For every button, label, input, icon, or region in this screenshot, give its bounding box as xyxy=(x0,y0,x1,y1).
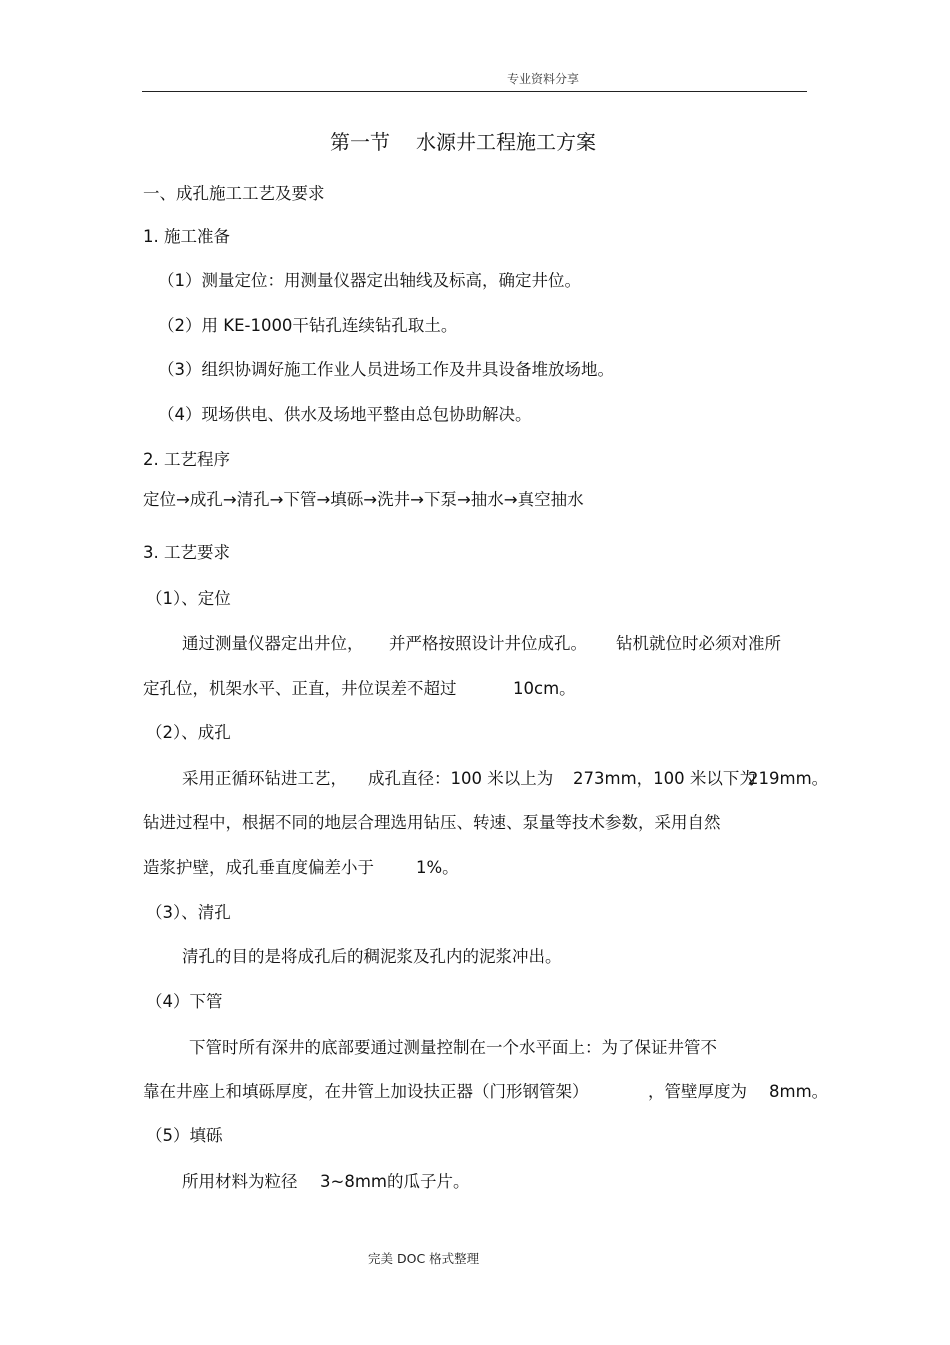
req-drilling-heading: （2）、成孔 xyxy=(146,723,231,742)
req-drilling-text-2: 钻进过程中，根据不同的地层合理选用钻压、转速、泵量等技术参数，采用自然 xyxy=(143,813,721,832)
req-cleaning-heading: （3）、清孔 xyxy=(146,903,231,922)
req-positioning-text-1c: 钻机就位时必须对准所 xyxy=(616,634,781,653)
req-casing-heading: （4）下管 xyxy=(146,992,223,1011)
req-gravel-heading: （5）填砾 xyxy=(146,1126,223,1145)
req-drilling-text-1c: 273mm，100 米以下为 xyxy=(573,769,756,788)
subheading-requirements: 3. 工艺要求 xyxy=(143,543,230,562)
heading-construction-process: 一、成孔施工工艺及要求 xyxy=(143,184,325,203)
prep-item-1: （1）测量定位：用测量仪器定出轴线及标高，确定井位。 xyxy=(158,271,581,290)
req-drilling-text-1a: 采用正循环钻进工艺， xyxy=(182,769,347,788)
page-footer: 完美 DOC 格式整理 xyxy=(368,1251,480,1266)
prep-item-4: （4）现场供电、供水及场地平整由总包协助解决。 xyxy=(158,405,532,424)
req-positioning-text-1b: 并严格按照设计井位成孔。 xyxy=(389,634,587,653)
req-drilling-text-3b: 1%。 xyxy=(416,858,459,877)
req-gravel-text-a: 所用材料为粒径 xyxy=(182,1172,298,1191)
prep-item-3: （3）组织协调好施工作业人员进场工作及井具设备堆放场地。 xyxy=(158,360,614,379)
req-positioning-text-2b: 10cm。 xyxy=(513,679,576,698)
req-casing-text-2b: ，管壁厚度为 xyxy=(648,1082,747,1101)
prep-item-2: （2）用 KE-1000干钻孔连续钻孔取土。 xyxy=(158,316,458,335)
req-drilling-text-1d: 219mm。 xyxy=(748,769,829,788)
req-casing-text-2c: 8mm。 xyxy=(769,1082,829,1101)
page-title xyxy=(330,129,596,155)
title-section-name: 水源井工程施工方案 xyxy=(416,130,596,154)
title-section-number: 第一节 xyxy=(330,130,390,154)
req-cleaning-text: 清孔的目的是将成孔后的稠泥浆及孔内的泥浆冲出。 xyxy=(182,947,562,966)
page-header: 专业资料分享 xyxy=(507,72,580,86)
process-flow: 定位→成孔→清孔→下管→填砾→洗井→下泵→抽水→真空抽水 xyxy=(143,490,584,509)
req-positioning-text-2a: 定孔位，机架水平、正直，井位误差不超过 xyxy=(143,679,457,698)
req-gravel-text-b: 3~8mm的瓜子片。 xyxy=(320,1172,470,1191)
subheading-preparation: 1. 施工准备 xyxy=(143,227,230,246)
req-casing-text-1: 下管时所有深井的底部要通过测量控制在一个水平面上：为了保证井管不 xyxy=(189,1038,717,1057)
req-drilling-text-3a: 造浆护壁，成孔垂直度偏差小于 xyxy=(143,858,374,877)
req-drilling-text-1b: 成孔直径：100 米以上为 xyxy=(368,769,554,788)
req-positioning-heading: （1）、定位 xyxy=(146,589,231,608)
header-rule xyxy=(142,91,807,92)
subheading-process-sequence: 2. 工艺程序 xyxy=(143,450,230,469)
req-positioning-text-1a: 通过测量仪器定出井位， xyxy=(182,634,364,653)
req-casing-text-2a: 靠在井座上和填砾厚度，在井管上加设扶正器（门形钢管架） xyxy=(143,1082,589,1101)
